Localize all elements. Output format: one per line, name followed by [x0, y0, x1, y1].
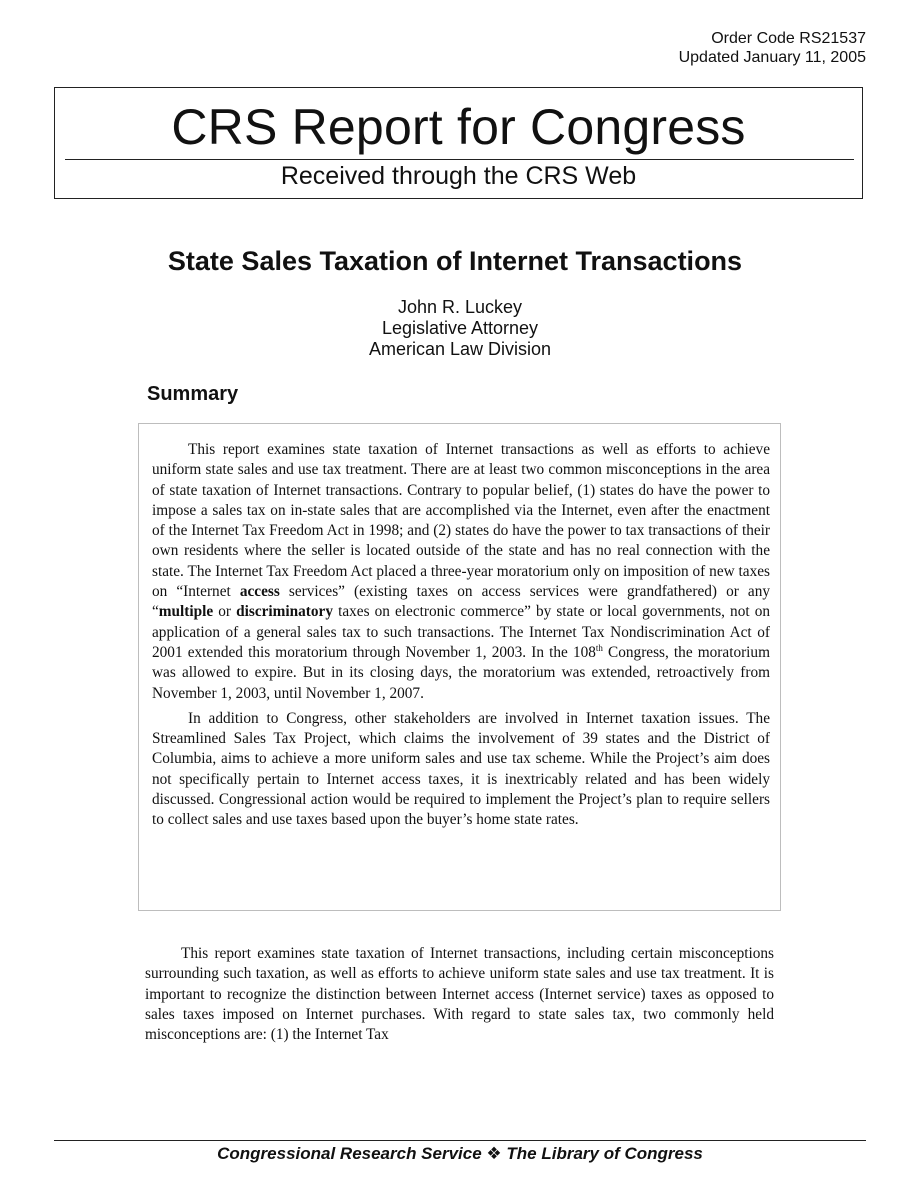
- summary-heading: Summary: [147, 383, 239, 405]
- summary-p1-bold-access: access: [239, 583, 280, 601]
- author-division: American Law Division: [368, 339, 552, 359]
- author-block: [0, 297, 920, 360]
- summary-p1-text-g: taxes on electronic commerce” by state or local governments, not on application of a general sales tax to such transactions. The Internet Tax Nondiscrimination Act of 2001 extended this moratorium through November 1, 2003. In the 108: [152, 603, 770, 661]
- summary-box: [138, 423, 781, 911]
- summary-p1-text-e: or: [213, 603, 237, 621]
- summary-p1-bold-discriminatory: discriminatory: [236, 603, 333, 621]
- author-name: John R. Luckey: [397, 297, 523, 317]
- footer-library: The Library of Congress: [506, 1144, 703, 1163]
- updated-date: Updated January 11, 2005: [678, 49, 866, 66]
- banner-divider: [65, 159, 854, 160]
- summary-p1-bold-multiple: multiple: [158, 603, 214, 621]
- summary-p1-superscript: th: [595, 642, 603, 653]
- footer-org: Congressional Research Service: [217, 1144, 482, 1163]
- body-paragraph-1: This report examines state taxation of Internet transactions, including certain misconceptions surrounding such taxation, as well as efforts to achieve uniform state sales and use tax treatment. It is important to recognize the distinction between Internet access (Internet service) taxes as opposed to sales taxes imposed on Internet purchases. With regard to state sales tax, two commonly held misconceptions are: (1) the Internet Tax: [145, 945, 774, 1044]
- banner-title: CRS Report for Congress: [171, 99, 746, 155]
- summary-p1-text-c: services” (existing taxes on access services were grandfathered) or any “: [152, 583, 770, 621]
- report-title: State Sales Taxation of Internet Transactions: [167, 246, 743, 276]
- order-code: Order Code RS21537: [711, 30, 866, 47]
- summary-paragraph-2: In addition to Congress, other stakeholders are involved in Internet taxation issues. The Streamlined Sales Tax Project, which claims the involvement of 39 states and the District of Columbia, aims to achieve a more uniform sales and use tax scheme. While the Project’s aim does not specifically pertain to Internet access taxes, it is inextricably related and has been widely discussed. Congressional action would be required to implement the Project’s plan to require sellers to collect sales and use taxes based upon the buyer’s home state rates.: [152, 709, 770, 829]
- author-position: Legislative Attorney: [381, 318, 539, 338]
- summary-p1-text-a: This report examines state taxation of Internet transactions as well as efforts to achieve uniform state sales and use tax treatment. There are at least two common misconceptions in the area of state taxation of Internet transactions. Contrary to popular belief, (1) states do have the power to impose a sales tax on in-state sales that are accomplished via the Internet, even after the enactment of the Internet Tax Freedom Act in 1998; and (2) states do have the power to tax transactions of their own residents where the seller is located outside of the state and has no real connection with the state. The Internet Tax Freedom Act placed a three-year moratorium only on imposition of new taxes on “Internet: [152, 441, 770, 601]
- summary-text: [152, 440, 770, 831]
- summary-p1-text-h: Congress, the moratorium was allowed to expire. But in its closing days, the moratorium was extended, retroactively from November 1, 2003, until November 1, 2007.: [152, 643, 770, 702]
- summary-paragraph-1: [152, 440, 770, 704]
- body-text: [145, 944, 774, 1045]
- crs-banner: [54, 87, 863, 199]
- banner-subtitle: Received through the CRS Web: [280, 162, 637, 190]
- footer-divider: [54, 1140, 866, 1141]
- order-code-block: [679, 29, 866, 67]
- footer-separator-icon: ❖: [486, 1144, 502, 1163]
- footer: [0, 1144, 920, 1164]
